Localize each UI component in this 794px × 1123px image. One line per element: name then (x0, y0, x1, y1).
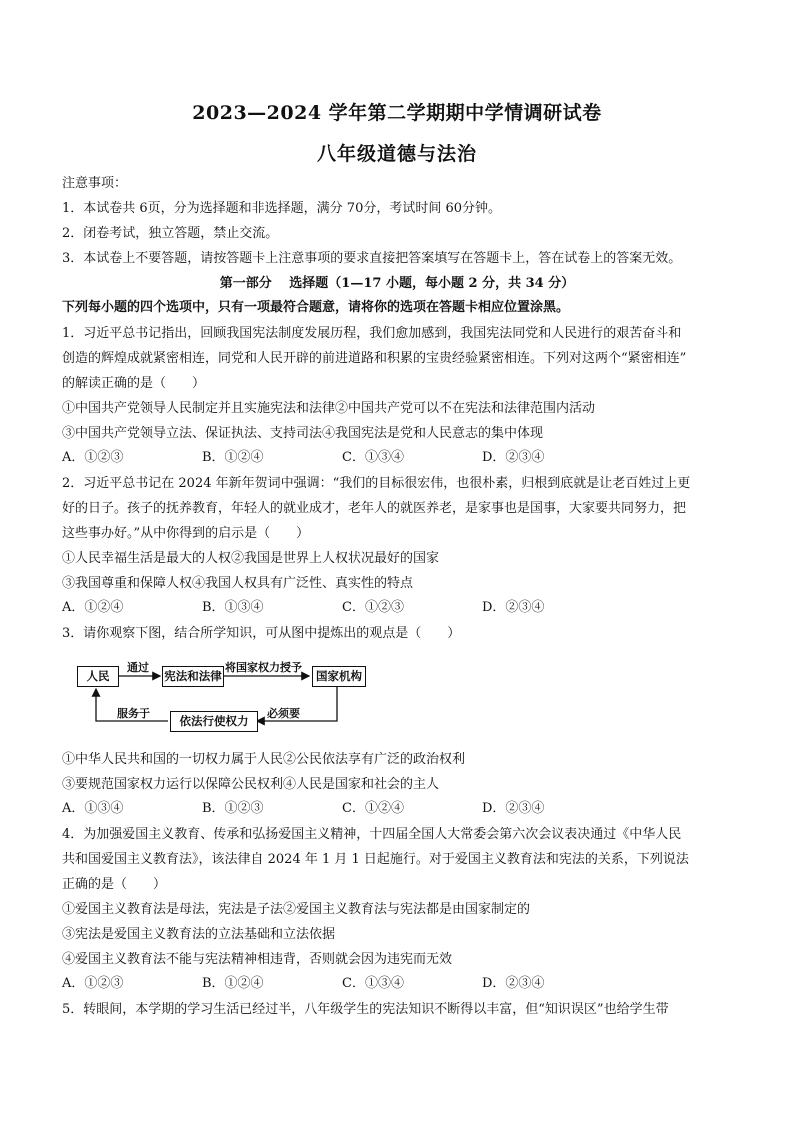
q4-statement: ④爱国主义教育法不能与宪法精神相违背，否则就会因为违宪而无效 (62, 952, 453, 967)
diagram-label-must: 必须要 (267, 707, 300, 720)
q3-option-b[interactable]: B．①②③ (202, 801, 264, 816)
q3-stem: 3．请你观察下图，结合所学知识，可从图中提炼出的观点是（ ） (62, 626, 461, 641)
diagram-label-through: 通过 (127, 661, 149, 674)
q2-stem-line: 好的日子。孩子的抚养教育，年轻人的就业成才，老年人的就医养老，是家事也是国事，大家要共同努力，把 (62, 501, 687, 516)
q1-stem-line: 的解读正确的是（ ） (62, 376, 206, 391)
q3-option-c[interactable]: C．①②④ (342, 801, 404, 816)
q3-option-d[interactable]: D．②③④ (482, 801, 545, 816)
q2-option-b[interactable]: B．①③④ (202, 600, 264, 615)
exam-title: 2023—2024 学年第二学期期中学情调研试卷 (192, 102, 602, 124)
q4-option-b[interactable]: B．①②④ (202, 976, 264, 991)
q4-options (62, 974, 742, 994)
q1-option-c[interactable]: C．①③④ (342, 450, 404, 465)
q4-statement: ①爱国主义教育法是母法，宪法是子法②爱国主义教育法与宪法都是由国家制定的 (62, 902, 531, 917)
q2-statement: ①人民幸福生活是最大的人权②我国是世界上人权状况最好的国家 (62, 551, 440, 566)
diagram-label-serve: 服务于 (117, 707, 150, 720)
diagram-box-state-organs: 国家机构 (312, 666, 366, 687)
q4-option-d[interactable]: D．②③④ (482, 976, 545, 991)
q1-statement: ③中国共产党领导立法、保证执法、支持司法④我国宪法是党和人民意志的集中体现 (62, 426, 544, 441)
q1-option-d[interactable]: D．②③④ (482, 450, 545, 465)
q4-stem-line: 正确的是（ ） (62, 877, 167, 892)
q1-stem-line: 创造的辉煌成就紧密相连，同党和人民开辟的前进道路和积累的宝贵经验紧密相连。下列对这两个“紧密相连” (62, 351, 687, 366)
q3-diagram (75, 660, 375, 735)
q4-statement: ③宪法是爱国主义教育法的立法基础和立法依据 (62, 927, 336, 942)
q3-option-a[interactable]: A．①③④ (62, 801, 124, 816)
notes-item: 1．本试卷共 6页，分为选择题和非选择题，满分 70分，考试时间 60分钟。 (62, 201, 502, 216)
q1-option-a[interactable]: A．①②③ (62, 450, 124, 465)
q2-option-a[interactable]: A．①②④ (62, 600, 124, 615)
q2-option-d[interactable]: D．②③④ (482, 600, 545, 615)
notes-heading: 注意事项： (62, 176, 128, 191)
notes-item: 3．本试卷上不要答题，请按答题卡上注意事项的要求直接把答案填写在答题卡上，答在试卷上的答案无效。 (62, 251, 682, 266)
q2-statement: ③我国尊重和保障人权④我国人权具有广泛性、真实性的特点 (62, 576, 414, 591)
notes-item: 2．闭卷考试，独立答题，禁止交流。 (62, 226, 279, 241)
diagram-box-constitution-law: 宪法和法律 (162, 666, 224, 687)
q4-stem-line: 共和国爱国主义教育法》，该法律自 2024 年 1 月 1 日起施行。对于爱国主义教育法和宪法的关系，下列说法 (62, 852, 689, 867)
section-instruction: 下列每小题的四个选项中，只有一项最符合题意，请将你的选项在答题卡相应位置涂黑。 (62, 300, 570, 315)
diagram-label-grant-power: 将国家权力授予 (225, 661, 302, 674)
exam-subtitle: 八年级道德与法治 (316, 143, 477, 165)
diagram-box-people: 人民 (77, 666, 119, 687)
q2-stem-line: 这些事办好。”从中你得到的启示是（ ） (62, 526, 310, 541)
section-title: 第一部分 选择题（1—17 小题，每小题 2 分，共 34 分） (219, 276, 575, 291)
q1-options (62, 448, 742, 468)
q5-stem: 5．转眼间，本学期的学习生活已经过半，八年级学生的宪法知识不断得以丰富，但“知识误区”也给学生带 (62, 1002, 669, 1017)
q3-statement: ③要规范国家权力运行以保障公民权利④人民是国家和社会的主人 (62, 777, 440, 792)
q2-stem-line: 2．习近平总书记在 2024 年新年贺词中强调：“我们的目标很宏伟，也很朴素，归根到底就是让老百姓过上更 (62, 476, 691, 491)
q4-stem-line: 4．为加强爱国主义教育、传承和弘扬爱国主义精神，十四届全国人大常委会第六次会议表决通过《中华人民 (62, 827, 682, 842)
q4-option-c[interactable]: C．①③④ (342, 976, 404, 991)
q4-option-a[interactable]: A．①②③ (62, 976, 124, 991)
q2-options (62, 598, 742, 618)
q1-stem-line: 1．习近平总书记指出，回顾我国宪法制度发展历程，我们愈加感到，我国宪法同党和人民进行的艰苦奋斗和 (62, 326, 682, 341)
q2-option-c[interactable]: C．①②③ (342, 600, 404, 615)
q3-statement: ①中华人民共和国的一切权力属于人民②公民依法享有广泛的政治权利 (62, 752, 466, 767)
q3-options (62, 799, 742, 819)
q1-option-b[interactable]: B．①②④ (202, 450, 264, 465)
q1-statement: ①中国共产党领导人民制定并且实施宪法和法律②中国共产党可以不在宪法和法律范围内活动 (62, 401, 596, 416)
diagram-box-exercise-power: 依法行使权力 (170, 711, 258, 732)
